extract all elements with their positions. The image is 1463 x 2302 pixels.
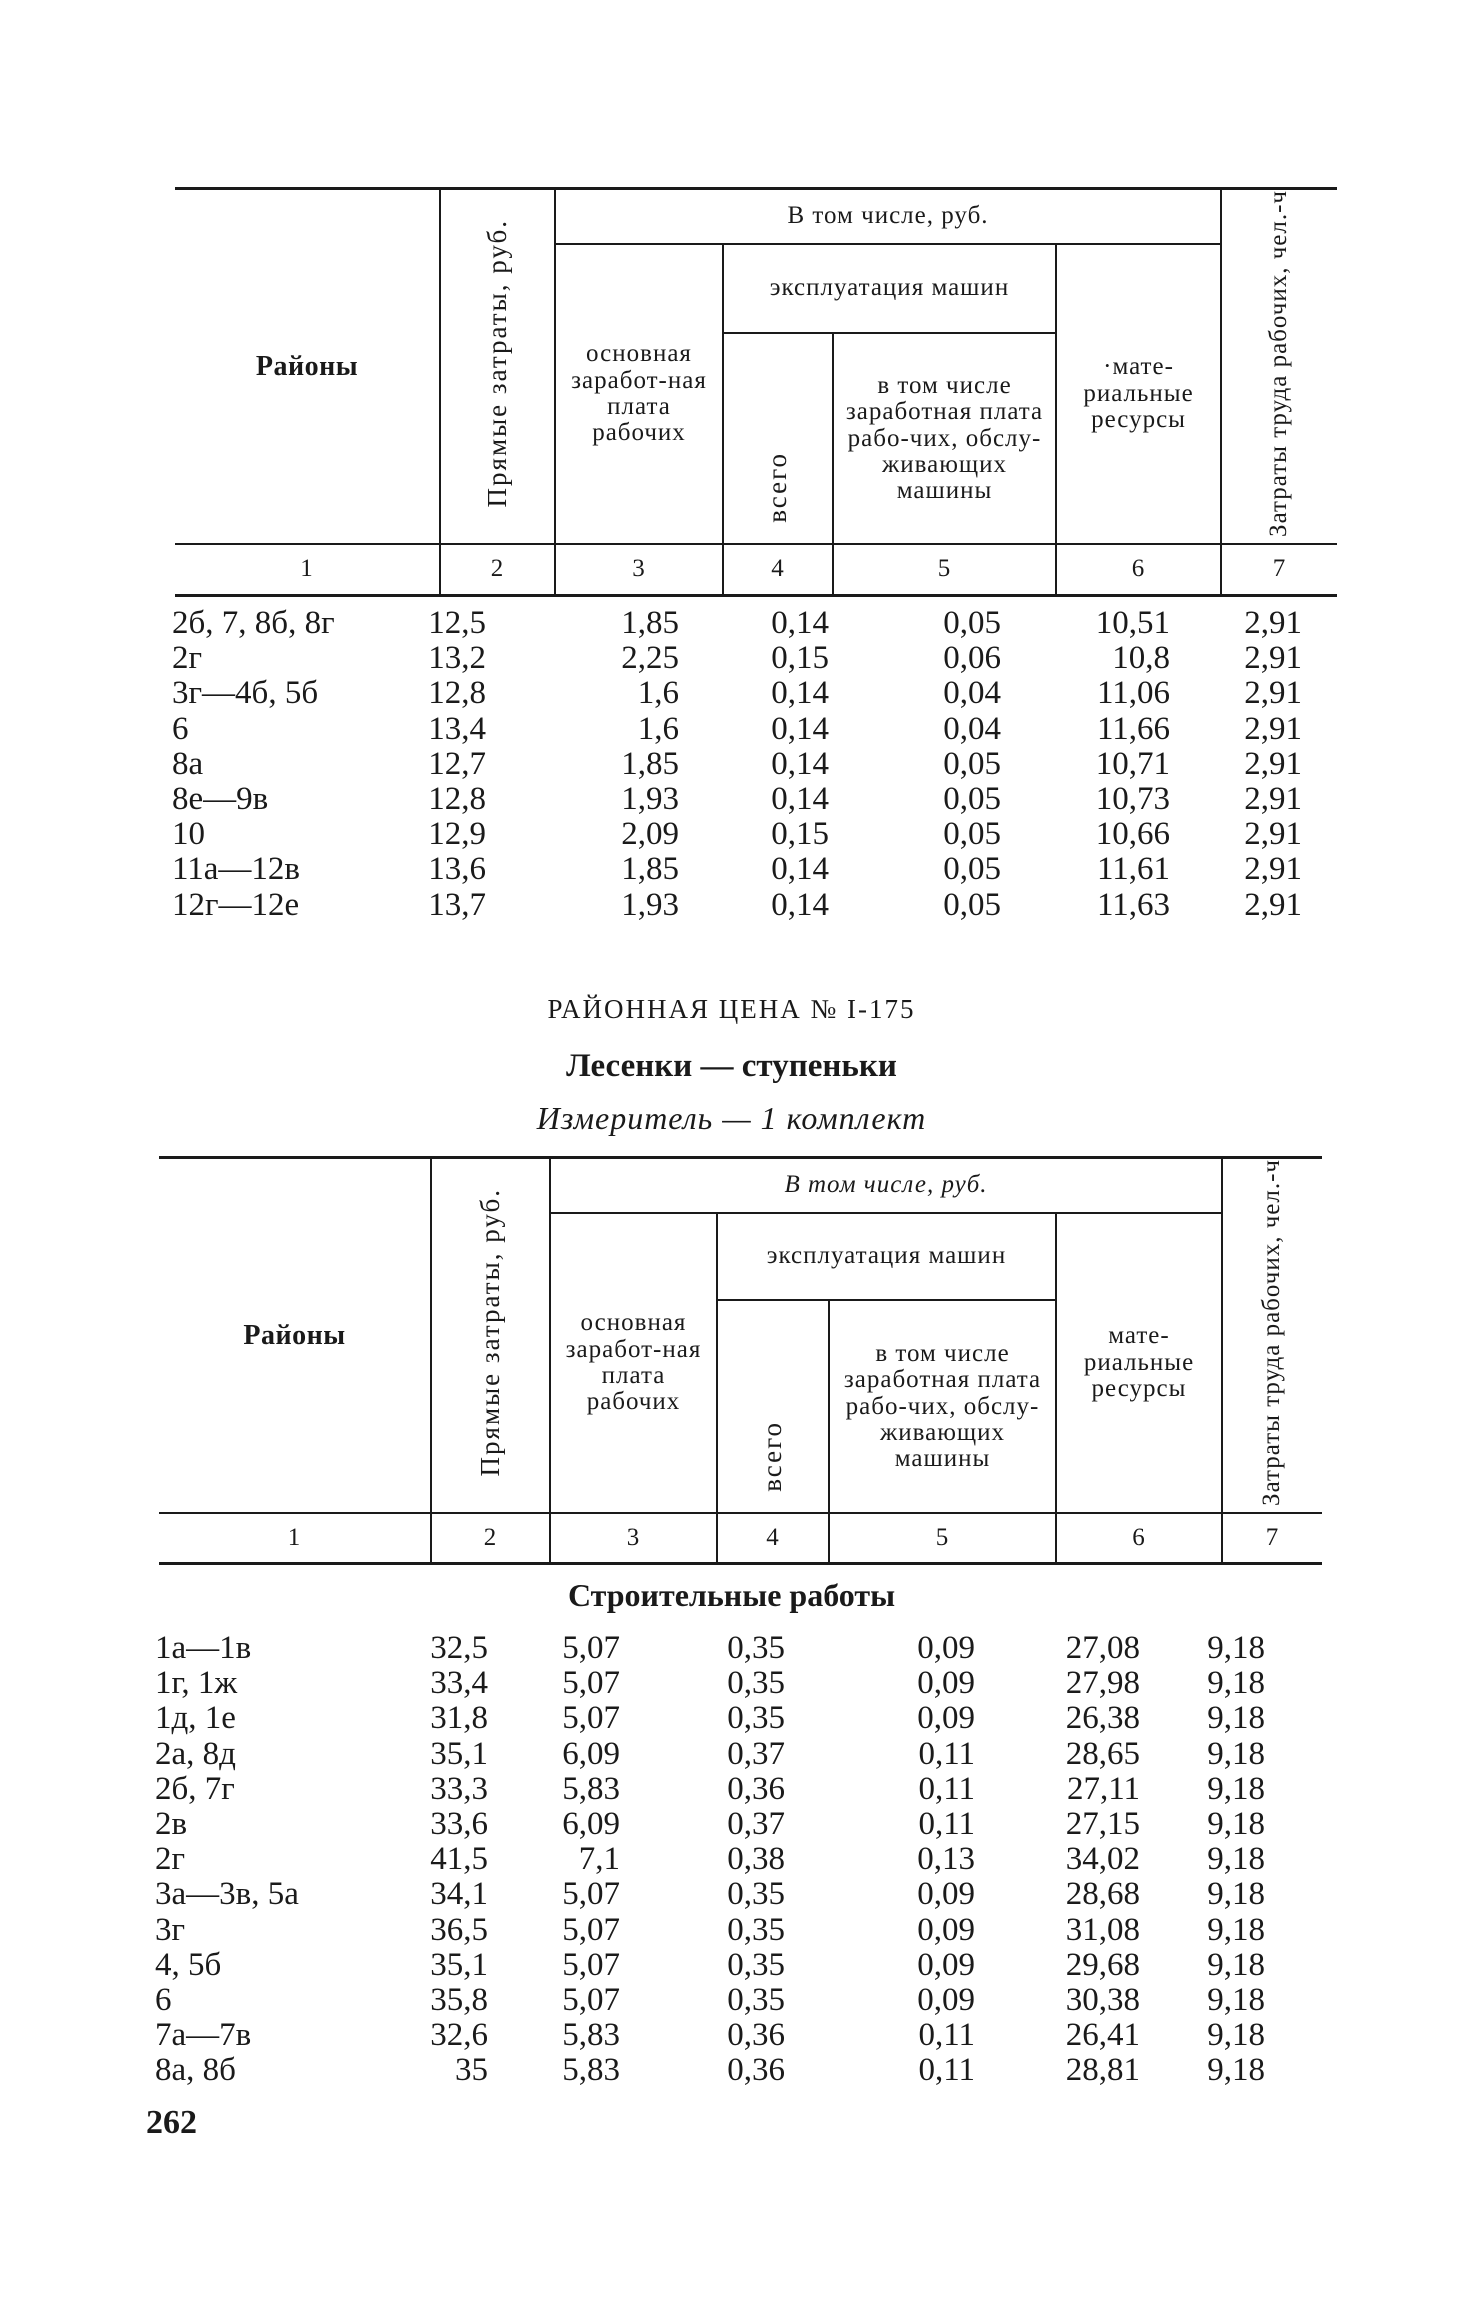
value-cell: 13,2 xyxy=(428,640,486,677)
value-cell: 2,09 xyxy=(621,816,679,853)
value-cell: 0,11 xyxy=(918,2017,975,2054)
table-row xyxy=(153,1842,1265,1877)
value-cell: 2,91 xyxy=(1244,816,1302,853)
table-row xyxy=(153,1666,1265,1701)
table-row xyxy=(170,712,1302,747)
machine-total-header: всего xyxy=(723,333,833,544)
value-cell: 5,07 xyxy=(562,1911,620,1948)
value-cell: 5,83 xyxy=(562,2017,620,2054)
section-title: Строительные работы xyxy=(567,1577,896,1613)
value-cell: 0,35 xyxy=(727,1700,785,1737)
value-cell: 0,35 xyxy=(727,1946,785,1983)
table-row xyxy=(153,1701,1265,1736)
value-cell: 27,15 xyxy=(1065,1806,1140,1843)
value-cell: 10,73 xyxy=(1095,781,1170,818)
value-cell: 0,15 xyxy=(771,640,829,677)
value-cell: 0,05 xyxy=(943,745,1001,782)
value-cell: 5,07 xyxy=(562,1982,620,2019)
value-cell: 0,05 xyxy=(943,886,1001,923)
table-row xyxy=(153,1772,1265,1807)
table-row xyxy=(153,1631,1265,1666)
table1-data xyxy=(170,606,1302,923)
district-cell: 3г xyxy=(155,1911,186,1948)
district-cell: 2г xyxy=(155,1841,186,1878)
value-cell: 5,07 xyxy=(562,1700,620,1737)
district-cell: 1д, 1е xyxy=(155,1700,236,1737)
value-cell: 5,07 xyxy=(562,1665,620,1702)
table-row xyxy=(170,747,1302,782)
col-number: 2 xyxy=(440,544,555,595)
value-cell: 11,61 xyxy=(1096,851,1170,888)
district-cell: 2г xyxy=(172,640,203,677)
value-cell: 9,18 xyxy=(1207,1630,1265,1666)
table-row xyxy=(153,2053,1265,2088)
district-cell: 2в xyxy=(155,1806,188,1843)
measure-unit: Измеритель — 1 комплект xyxy=(536,1100,927,1136)
value-cell: 1,6 xyxy=(637,675,679,712)
value-cell: 13,6 xyxy=(428,851,486,888)
value-cell: 9,18 xyxy=(1207,1982,1265,2019)
table-row xyxy=(153,1948,1265,1983)
value-cell: 5,07 xyxy=(562,1946,620,1983)
value-cell: 0,14 xyxy=(771,781,829,818)
value-cell: 29,68 xyxy=(1065,1946,1140,1983)
value-cell: 33,6 xyxy=(430,1806,488,1843)
value-cell: 1,85 xyxy=(621,605,679,641)
value-cell: 0,09 xyxy=(917,1946,975,1983)
price-heading: РАЙОННАЯ ЦЕНА № I-175 xyxy=(547,994,916,1024)
value-cell: 31,08 xyxy=(1065,1911,1140,1948)
value-cell: 36,5 xyxy=(430,1911,488,1948)
value-cell: 27,98 xyxy=(1065,1665,1140,1702)
district-cell: 1а—1в xyxy=(155,1630,252,1666)
col-number: 2 xyxy=(431,1513,550,1563)
value-cell: 0,36 xyxy=(727,2017,785,2054)
district-cell: 6 xyxy=(172,710,189,747)
value-cell: 0,04 xyxy=(943,675,1001,712)
value-cell: 10,51 xyxy=(1095,605,1170,641)
value-cell: 0,09 xyxy=(917,1665,975,1702)
value-cell: 28,65 xyxy=(1065,1735,1140,1772)
value-cell: 0,11 xyxy=(918,1770,975,1807)
including-rub-header: В том числе, руб. xyxy=(555,189,1221,244)
value-cell: 9,18 xyxy=(1207,1911,1265,1948)
value-cell: 9,18 xyxy=(1207,1806,1265,1843)
value-cell: 13,7 xyxy=(428,886,486,923)
materials-header: мате-риальные ресурсы xyxy=(1056,1213,1222,1514)
col-number: 6 xyxy=(1056,1513,1222,1563)
district-cell: 2б, 7, 8б, 8г xyxy=(172,605,335,641)
machine-operation-header: эксплуатация машин xyxy=(723,244,1056,334)
table-row xyxy=(153,1913,1265,1948)
col-number: 6 xyxy=(1056,544,1221,595)
value-cell: 10,8 xyxy=(1112,640,1170,677)
direct-costs-header: Прямые затраты, руб. xyxy=(440,189,555,545)
value-cell: 12,8 xyxy=(428,781,486,818)
district-cell: 7а—7в xyxy=(155,2017,252,2054)
table2-data xyxy=(153,1631,1265,2089)
table-row xyxy=(153,1737,1265,1772)
value-cell: 12,5 xyxy=(428,605,486,641)
basic-wage-header: основная заработ-ная плата рабочих xyxy=(550,1213,717,1514)
value-cell: 35 xyxy=(455,2052,488,2089)
value-cell: 0,38 xyxy=(727,1841,785,1878)
value-cell: 2,91 xyxy=(1244,640,1302,677)
value-cell: 35,8 xyxy=(430,1982,488,2019)
value-cell: 0,09 xyxy=(917,1876,975,1913)
value-cell: 5,07 xyxy=(562,1876,620,1913)
value-cell: 2,25 xyxy=(621,640,679,677)
value-cell: 0,14 xyxy=(771,745,829,782)
value-cell: 35,1 xyxy=(430,1946,488,1983)
value-cell: 5,83 xyxy=(562,1770,620,1807)
value-cell: 1,6 xyxy=(637,710,679,747)
table1-header xyxy=(175,187,1337,597)
value-cell: 5,83 xyxy=(562,2052,620,2089)
value-cell: 12,7 xyxy=(428,745,486,782)
machine-wage-header: в том числе заработная плата рабо-чих, обслу-живающих машины xyxy=(829,1300,1056,1513)
value-cell: 9,18 xyxy=(1207,1735,1265,1772)
district-cell: 2б, 7г xyxy=(155,1770,235,1807)
col-number: 5 xyxy=(833,544,1056,595)
value-cell: 0,36 xyxy=(727,2052,785,2089)
value-cell: 0,36 xyxy=(727,1770,785,1807)
value-cell: 5,07 xyxy=(562,1630,620,1666)
table2-header xyxy=(159,1156,1322,1565)
table-row xyxy=(170,606,1302,641)
value-cell: 9,18 xyxy=(1207,2017,1265,2054)
value-cell: 10,71 xyxy=(1095,745,1170,782)
value-cell: 9,18 xyxy=(1207,1841,1265,1878)
value-cell: 0,14 xyxy=(771,710,829,747)
value-cell: 0,14 xyxy=(771,675,829,712)
value-cell: 1,93 xyxy=(621,886,679,923)
value-cell: 1,93 xyxy=(621,781,679,818)
value-cell: 0,05 xyxy=(943,781,1001,818)
district-cell: 6 xyxy=(155,1982,172,2019)
value-cell: 33,4 xyxy=(430,1665,488,1702)
value-cell: 9,18 xyxy=(1207,1876,1265,1913)
district-cell: 3а—3в, 5а xyxy=(155,1876,299,1913)
value-cell: 26,38 xyxy=(1065,1700,1140,1737)
table-row xyxy=(153,2018,1265,2053)
value-cell: 0,05 xyxy=(943,605,1001,641)
value-cell: 0,14 xyxy=(771,605,829,641)
value-cell: 2,91 xyxy=(1244,605,1302,641)
col-number: 7 xyxy=(1272,555,1287,583)
districts-header: Районы xyxy=(175,189,440,545)
table-row xyxy=(153,1983,1265,2018)
district-cell: 12г—12е xyxy=(172,886,300,923)
table-row xyxy=(170,676,1302,711)
value-cell: 0,14 xyxy=(771,851,829,888)
value-cell: 2,91 xyxy=(1244,781,1302,818)
col-number: 1 xyxy=(175,544,440,595)
col-number: 4 xyxy=(723,544,833,595)
page-number: 262 xyxy=(146,2104,197,2141)
machine-operation-header: эксплуатация машин xyxy=(717,1213,1056,1301)
value-cell: 0,35 xyxy=(727,1982,785,2019)
value-cell: 35,1 xyxy=(430,1735,488,1772)
including-rub-header: В том числе, руб. xyxy=(550,1158,1222,1213)
col-number: 1 xyxy=(159,1513,431,1563)
direct-costs-header: Прямые затраты, руб. xyxy=(431,1158,550,1514)
value-cell: 12,8 xyxy=(428,675,486,712)
value-cell: 0,09 xyxy=(917,1630,975,1666)
value-cell: 0,35 xyxy=(727,1876,785,1913)
value-cell: 6,09 xyxy=(562,1806,620,1843)
value-cell: 0,09 xyxy=(917,1700,975,1737)
value-cell: 2,91 xyxy=(1244,675,1302,712)
table-row xyxy=(170,888,1302,923)
value-cell: 9,18 xyxy=(1207,1770,1265,1807)
value-cell: 1,85 xyxy=(621,851,679,888)
labor-costs-header: Затраты труда рабочих, чел.-ч xyxy=(1258,1159,1286,1506)
value-cell: 0,11 xyxy=(918,1806,975,1843)
value-cell: 0,09 xyxy=(917,1982,975,2019)
value-cell: 26,41 xyxy=(1065,2017,1140,2054)
value-cell: 0,37 xyxy=(727,1735,785,1772)
table-row xyxy=(170,852,1302,887)
district-cell: 8а, 8б xyxy=(155,2052,236,2089)
basic-wage-header: основная заработ-ная плата рабочих xyxy=(555,244,723,545)
value-cell: 2,91 xyxy=(1244,851,1302,888)
value-cell: 31,8 xyxy=(430,1700,488,1737)
value-cell: 0,35 xyxy=(727,1911,785,1948)
value-cell: 9,18 xyxy=(1207,2052,1265,2089)
value-cell: 0,05 xyxy=(943,816,1001,853)
value-cell: 6,09 xyxy=(562,1735,620,1772)
table-row xyxy=(153,1877,1265,1912)
table-row xyxy=(170,641,1302,676)
col-number: 3 xyxy=(555,544,723,595)
value-cell: 2,91 xyxy=(1244,745,1302,782)
materials-header: ·мате-риальные ресурсы xyxy=(1056,244,1221,545)
value-cell: 0,35 xyxy=(727,1665,785,1702)
value-cell: 9,18 xyxy=(1207,1665,1265,1702)
value-cell: 28,81 xyxy=(1065,2052,1140,2089)
value-cell: 27,11 xyxy=(1066,1770,1140,1807)
value-cell: 0,05 xyxy=(943,851,1001,888)
value-cell: 27,08 xyxy=(1065,1630,1140,1666)
districts-header: Районы xyxy=(159,1158,431,1514)
value-cell: 2,91 xyxy=(1244,886,1302,923)
value-cell: 0,04 xyxy=(943,710,1001,747)
value-cell: 34,1 xyxy=(430,1876,488,1913)
district-cell: 8а xyxy=(172,745,204,782)
value-cell: 32,5 xyxy=(430,1630,488,1666)
value-cell: 11,06 xyxy=(1096,675,1170,712)
machine-wage-header: в том числе заработная плата рабо-чих, обслу-живающих машины xyxy=(833,333,1056,544)
value-cell: 0,14 xyxy=(771,886,829,923)
labor-costs-header: Затраты труда рабочих, чел.-ч xyxy=(1265,190,1293,537)
value-cell: 0,11 xyxy=(918,1735,975,1772)
value-cell: 33,3 xyxy=(430,1770,488,1807)
machine-total-header: всего xyxy=(717,1300,829,1513)
district-cell: 1г, 1ж xyxy=(155,1665,238,1702)
value-cell: 1,85 xyxy=(621,745,679,782)
value-cell: 0,35 xyxy=(727,1630,785,1666)
value-cell: 30,38 xyxy=(1065,1982,1140,2019)
district-cell: 4, 5б xyxy=(155,1946,222,1983)
value-cell: 9,18 xyxy=(1207,1700,1265,1737)
value-cell: 0,13 xyxy=(917,1841,975,1878)
table-row xyxy=(170,782,1302,817)
col-number: 3 xyxy=(550,1513,717,1563)
value-cell: 2,91 xyxy=(1244,710,1302,747)
value-cell: 0,37 xyxy=(727,1806,785,1843)
col-number: 4 xyxy=(717,1513,829,1563)
value-cell: 11,63 xyxy=(1096,886,1170,923)
value-cell: 11,66 xyxy=(1096,710,1170,747)
value-cell: 28,68 xyxy=(1065,1876,1140,1913)
value-cell: 0,11 xyxy=(918,2052,975,2089)
value-cell: 7,1 xyxy=(578,1841,620,1878)
value-cell: 0,06 xyxy=(943,640,1001,677)
item-name: Лесенки — ступеньки xyxy=(566,1048,897,1084)
value-cell: 34,02 xyxy=(1065,1841,1140,1878)
district-cell: 3г—4б, 5б xyxy=(172,675,319,712)
value-cell: 32,6 xyxy=(430,2017,488,2054)
district-cell: 10 xyxy=(172,816,205,853)
col-number: 7 xyxy=(1265,1523,1280,1551)
table-row xyxy=(153,1807,1265,1842)
value-cell: 0,09 xyxy=(917,1911,975,1948)
col-number: 5 xyxy=(829,1513,1056,1563)
value-cell: 41,5 xyxy=(430,1841,488,1878)
value-cell: 0,15 xyxy=(771,816,829,853)
value-cell: 13,4 xyxy=(428,710,486,747)
value-cell: 12,9 xyxy=(428,816,486,853)
district-cell: 8е—9в xyxy=(172,781,269,818)
value-cell: 10,66 xyxy=(1095,816,1170,853)
value-cell: 9,18 xyxy=(1207,1946,1265,1983)
district-cell: 2а, 8д xyxy=(155,1735,236,1772)
table-row xyxy=(170,817,1302,852)
district-cell: 11а—12в xyxy=(172,851,301,888)
